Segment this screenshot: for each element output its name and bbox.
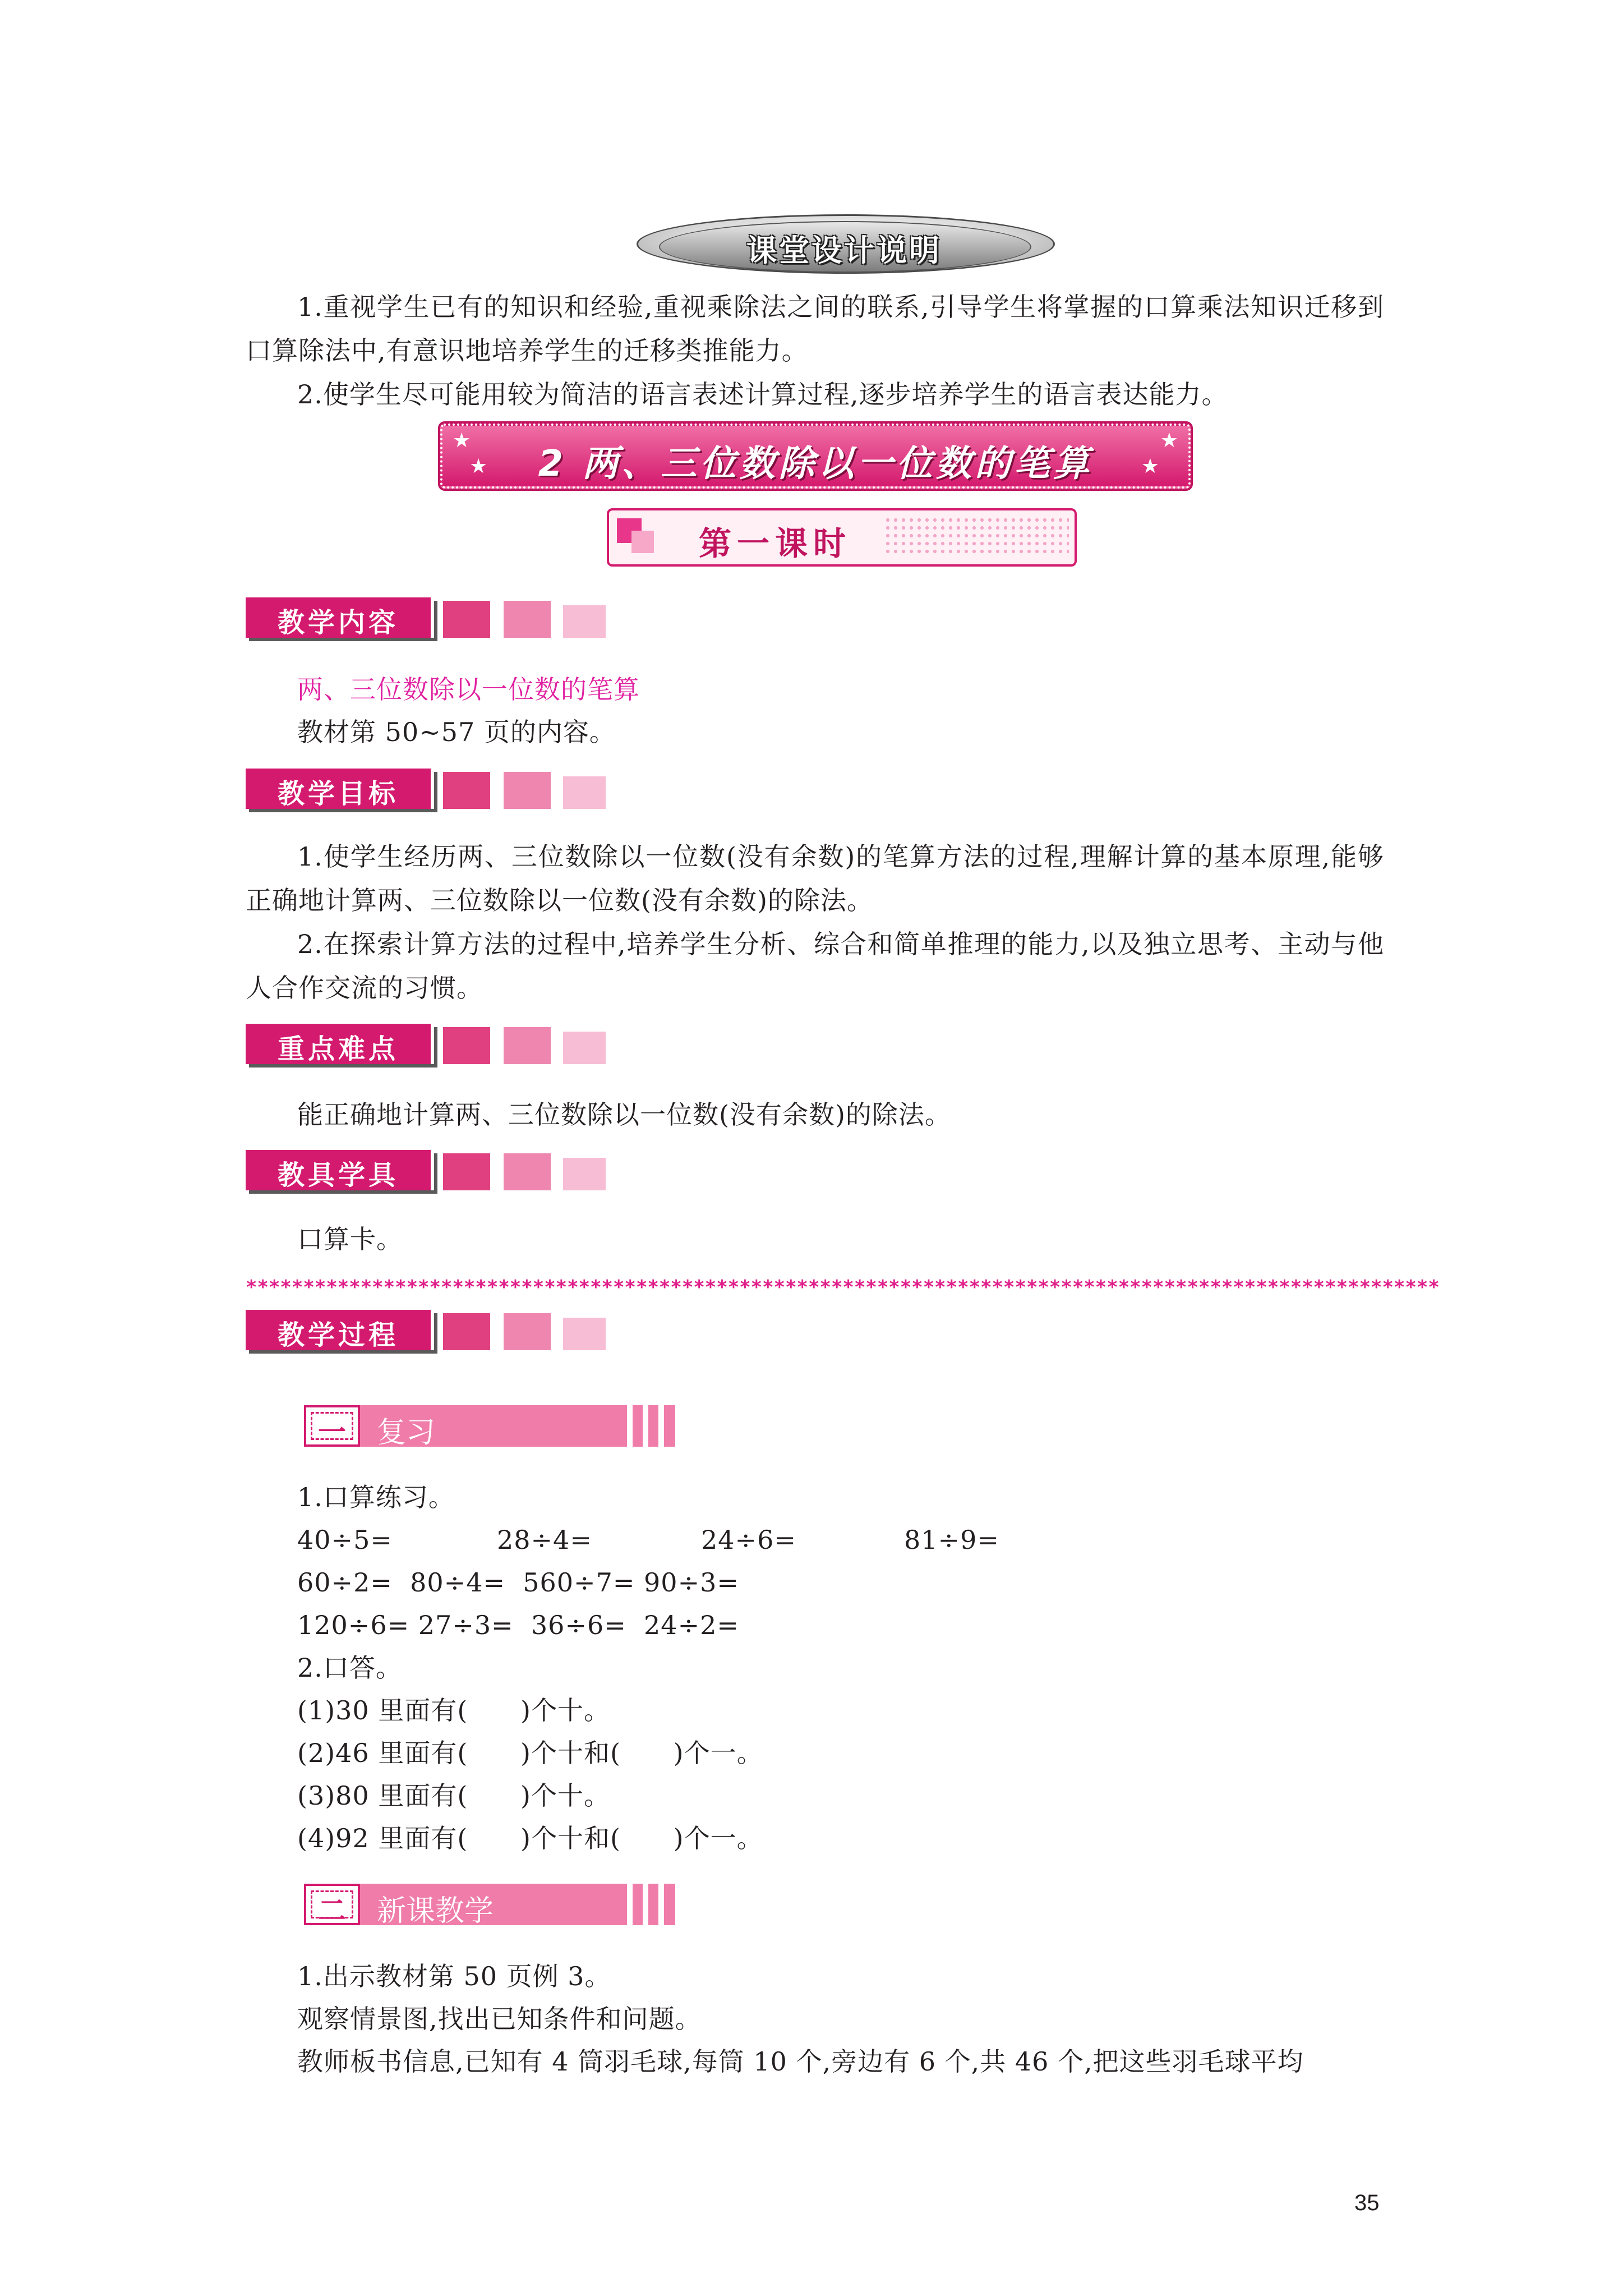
oral-calc-row-3: 120÷6= 27÷3= 36÷6= 24÷2=	[297, 1610, 739, 1640]
classroom-design-paragraph-2: 2.使学生尽可能用较为简洁的语言表述计算过程,逐步培养学生的语言表达能力。	[297, 379, 1228, 409]
classroom-design-title: 课堂设计说明	[746, 233, 942, 268]
oral-calc-1: 40÷5=	[297, 1525, 393, 1555]
page-number: 35	[1354, 2191, 1380, 2215]
star-icon: ★	[1141, 455, 1159, 478]
label-text: 重点难点	[277, 1033, 399, 1065]
dot-pattern	[884, 516, 1069, 556]
review-item-1: 1.口算练习。	[297, 1482, 455, 1512]
new-lesson-line-2: 观察情景图,找出已知条件和问题。	[297, 2004, 702, 2034]
new-lesson-line-3: 教师板书信息,已知有 4 筒羽毛球,每筒 10 个,旁边有 6 个,共 46 个,把这些羽毛球平均	[297, 2046, 1304, 2077]
teaching-goal-2: 2.在探索计算方法的过程中,培养学生分析、综合和简单推理的能力,以及独立思考、主动与他人合作交流的习惯。	[246, 929, 1384, 1003]
label-teaching-goals	[246, 769, 421, 809]
oral-calc-4: 81÷9=	[904, 1525, 999, 1555]
decorative-square	[631, 531, 654, 553]
subsection-title: 复习	[377, 1416, 436, 1450]
subsection-number: 二	[318, 1894, 346, 1927]
subsection-number: 一	[318, 1416, 346, 1448]
teaching-content-pages: 教材第 50~57 页的内容。	[297, 717, 616, 747]
oral-question-3: (3)80 里面有( )个十。	[297, 1780, 610, 1811]
oral-question-4: (4)92 里面有( )个十和( )个一。	[297, 1823, 763, 1853]
subsection-review-bar	[304, 1405, 675, 1450]
label-text: 教学目标	[277, 778, 399, 809]
separator-line: ********************************************************************************************************	[246, 1276, 1440, 1299]
lesson-title: 第一课时	[699, 524, 852, 563]
subsection-new-lesson-bar	[304, 1884, 675, 1928]
oral-question-2: (2)46 里面有( )个十和( )个一。	[297, 1738, 763, 1768]
label-key-points	[246, 1024, 421, 1064]
subsection-title: 新课教学	[377, 1894, 494, 1928]
chapter-banner	[440, 424, 1191, 489]
oral-question-1: (1)30 里面有( )个十。	[297, 1695, 610, 1726]
classroom-design-paragraph-1: 1.重视学生已有的知识和经验,重视乘除法之间的联系,引导学生将掌握的口算乘法知识迁移到口算除法中,有意识地培养学生的迁移类推能力。	[246, 292, 1384, 366]
new-lesson-line-1: 1.出示教材第 50 页例 3。	[297, 1961, 611, 1991]
key-points-text: 能正确地计算两、三位数除以一位数(没有余数)的除法。	[297, 1099, 951, 1130]
oral-calc-2: 28÷4=	[497, 1525, 592, 1555]
star-icon: ★	[453, 429, 471, 452]
teaching-goal-1: 1.使学生经历两、三位数除以一位数(没有余数)的笔算方法的过程,理解计算的基本原理,能够正确地计算两、三位数除以一位数(没有余数)的除法。	[246, 841, 1384, 915]
review-item-2: 2.口答。	[297, 1653, 402, 1683]
teaching-content-topic: 两、三位数除以一位数的笔算	[297, 674, 640, 705]
lesson-box	[607, 508, 1077, 567]
section-heading-oval	[631, 214, 1057, 276]
label-teaching-content	[246, 597, 421, 638]
star-icon: ★	[1160, 429, 1178, 452]
oral-calc-row-2: 60÷2= 80÷4= 560÷7= 90÷3=	[297, 1567, 739, 1598]
label-text: 教学过程	[277, 1319, 399, 1351]
label-text: 教具学具	[277, 1159, 399, 1191]
label-teaching-process	[246, 1310, 421, 1350]
label-tools	[246, 1150, 421, 1190]
star-icon: ★	[469, 455, 488, 478]
oral-calc-3: 24÷6=	[701, 1525, 796, 1555]
tools-text: 口算卡。	[297, 1224, 403, 1254]
label-text: 教学内容	[277, 607, 399, 638]
chapter-title: 2 两、三位数除以一位数的笔算	[538, 443, 1093, 485]
